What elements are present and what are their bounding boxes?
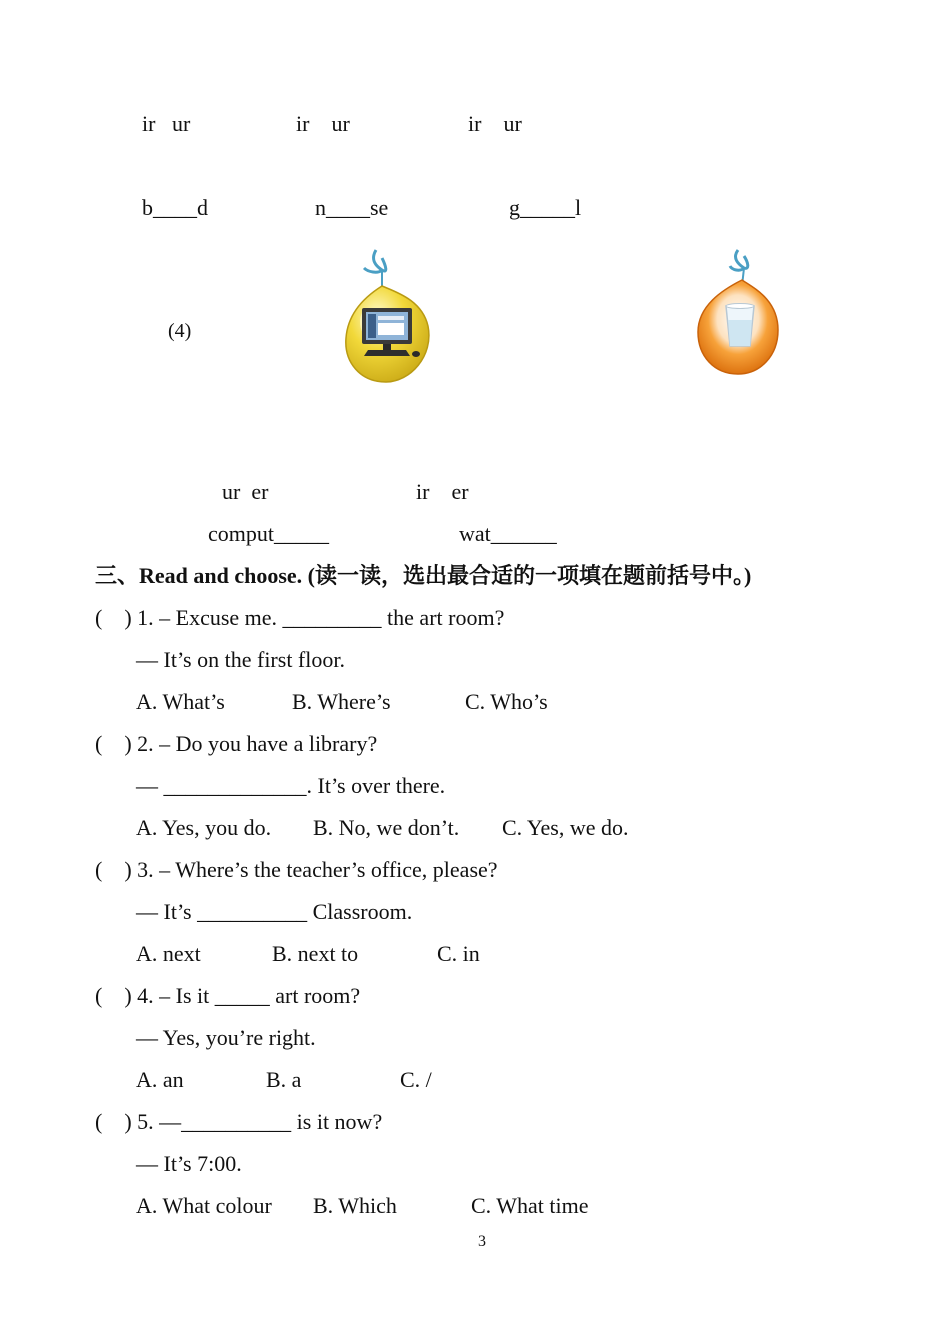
row1-option-1: ir ur <box>142 111 191 136</box>
question-1-stem: ( ) 1. – Excuse me. _________ the art room? <box>95 605 505 630</box>
question-4-answer: — Yes, you’re right. <box>136 1025 316 1050</box>
question-5-answer: — It’s 7:00. <box>136 1151 242 1176</box>
row1-option-3: ir ur <box>468 111 522 136</box>
page-number: 3 <box>478 1233 486 1250</box>
row2-option-1: ur er <box>222 479 269 504</box>
question-4-choice-a: A. an <box>136 1067 184 1092</box>
question-1-choice-a: A. What’s <box>136 689 225 714</box>
question-4-choice-c: C. / <box>400 1067 432 1092</box>
row2-option-2: ir er <box>416 479 469 504</box>
question-4-choice-b: B. a <box>266 1067 302 1092</box>
question-2-choice-a: A. Yes, you do. <box>136 815 272 840</box>
question-1-choice-c: C. Who’s <box>465 689 548 714</box>
question-3-choice-c: C. in <box>437 941 480 966</box>
question-3-stem: ( ) 3. – Where’s the teacher’s office, please? <box>95 857 498 882</box>
question-4-stem: ( ) 4. – Is it _____ art room? <box>95 983 361 1008</box>
question-2-choice-b: B. No, we don’t. <box>313 815 460 840</box>
item-number-label: (4) <box>168 320 192 342</box>
question-1-answer: — It’s on the first floor. <box>136 647 345 672</box>
row2-blank-1: comput_____ <box>208 521 329 546</box>
row1-blank-1: b____d <box>142 195 208 220</box>
question-5-choice-a: A. What colour <box>136 1193 272 1218</box>
question-3-choice-a: A. next <box>136 941 201 966</box>
question-5-choice-b: B. Which <box>313 1193 397 1218</box>
question-3-answer: — It’s __________ Classroom. <box>136 899 413 924</box>
question-2-choice-c: C. Yes, we do. <box>502 815 629 840</box>
row1-option-2: ir ur <box>296 111 350 136</box>
section-heading: 三、Read and choose. (读一读，选出最合适的一项填在题前括号中。) <box>95 563 752 588</box>
question-3-choice-b: B. next to <box>272 941 359 966</box>
question-2-answer: — _____________. It’s over there. <box>136 773 446 798</box>
question-2-stem: ( ) 2. – Do you have a library? <box>95 731 378 756</box>
question-1-choice-b: B. Where’s <box>292 689 391 714</box>
computer-ornament-icon <box>338 246 438 388</box>
row1-blank-2: n____se <box>315 195 389 220</box>
row1-blank-3: g_____l <box>509 195 582 220</box>
question-5-stem: ( ) 5. —__________ is it now? <box>95 1109 383 1134</box>
row2-blank-2: wat______ <box>459 521 557 546</box>
glass-of-water-ornament-icon <box>692 246 786 380</box>
question-5-choice-c: C. What time <box>471 1193 589 1218</box>
